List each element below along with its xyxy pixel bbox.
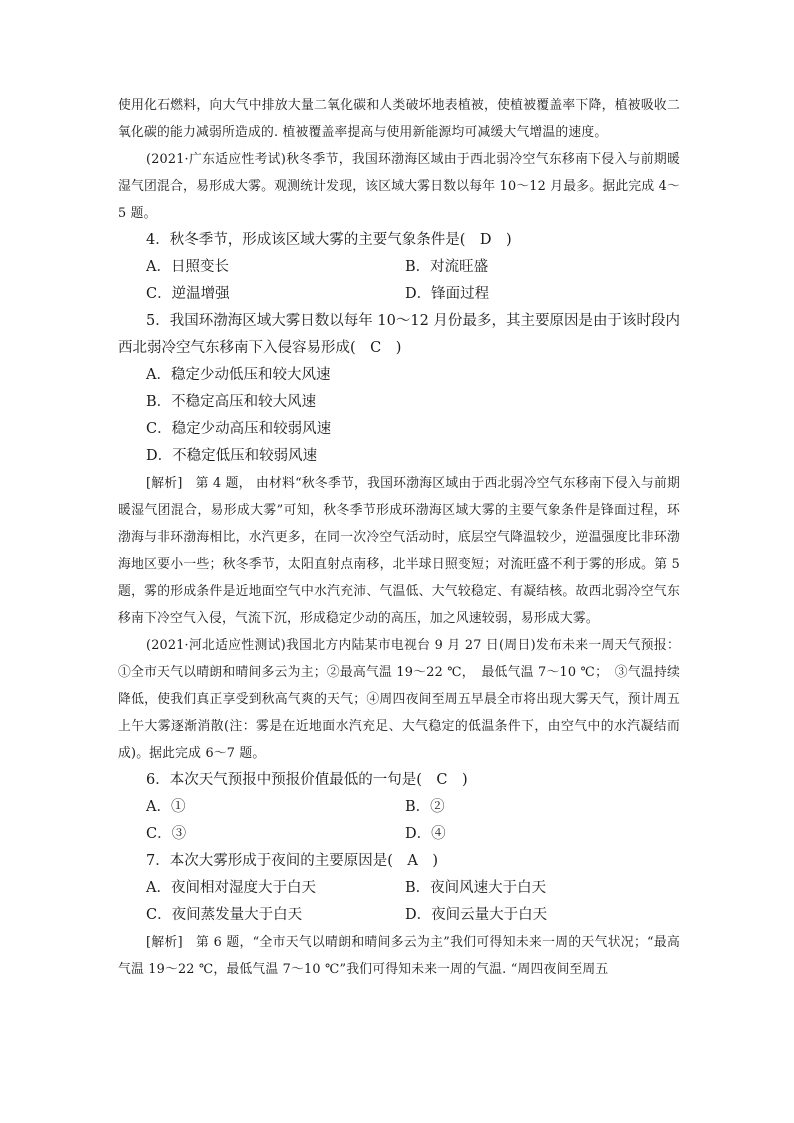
q6-option-d: D．④	[405, 826, 446, 842]
q4-option-b: B．对流旺盛	[405, 259, 489, 275]
q5-option-c: C．稳定少动高压和较弱风速	[146, 421, 332, 437]
analysis-1: [解析] 第 4 题， 由材料“秋冬季节，我国环渤海区域由于西北弱冷空气东移南下侵入与前期暖湿气团混合，易形成大雾”可知，秋冬季节形成环渤海区域大雾的主要气象条件是锋面过程，环渤海与非环渤海相比，水汽更多，在同一次冷空气活动时，底层空气降温较少，逆温强度比非环渤海地区要小一些；秋冬季节，太阳直射点南移，北半球日照变短；对流旺盛不利于雾的形成。第 5 题，雾的形成条件是近地面空气中水汽充沛、气温低、大气较稳定、有凝结核。故西北弱冷空气东移南下冷空气入侵，气流下沉，形成稳定少动的高压，加之风速较弱，易形成大雾。	[118, 476, 680, 626]
material-source-1: (2021·广东适应性考试)	[146, 152, 287, 167]
q6-option-a: A．①	[146, 799, 186, 815]
q7-option-c: C．夜间蒸发量大于白天	[146, 907, 303, 923]
question-7-options	[118, 875, 680, 929]
q6-option-b: B．②	[405, 799, 445, 815]
intro-continuation: 使用化石燃料，向大气中排放大量二氧化碳和人类破坏地表植被，使植被覆盖率下降，植被吸收二氧化碳的能力减弱所造成的. 植被覆盖率提高与使用新能源均可减缓大气增温的速度。	[118, 98, 680, 140]
q5-option-d: D．不稳定低压和较弱风速	[146, 448, 318, 464]
material-body-2: 我国北方内陆某市电视台 9 月 27 日(周日)发布未来一周天气预报：①全市天气以晴朗和晴间多云为主；②最高气温 19～22 ℃， 最低气温 7～10 ℃； ③气温持续降低，使我们真正享受到秋高气爽的天气；④周四夜间至周五早晨全市将出现大雾天气，预计周五上午大雾逐渐消散(注：雾是在近地面水汽充足、大气稳定的低温条件下，由空气中的水汽凝结而成)。据此完成 6～7 题。	[118, 638, 680, 761]
material-source-2: (2021·河北适应性测试)	[146, 638, 286, 653]
material-paragraph-1	[118, 146, 680, 227]
analysis-2: [解析] 第 6 题，“全市天气以晴朗和晴间多云为主”我们可得知未来一周的天气状况；“最高气温 19～22 ℃，最低气温 7～10 ℃”我们可得知未来一周的气温. “周四夜间至周五	[118, 935, 680, 977]
question-4-options	[118, 254, 680, 308]
question-6-options	[118, 794, 680, 848]
q7-option-b: B．夜间风速大于白天	[405, 880, 547, 896]
material-body-1: 秋冬季节，我国环渤海区域由于西北弱冷空气东移南下侵入与前期暖湿气团混合，易形成大雾。观测统计发现，该区域大雾日数以每年 10～12 月最多。据此完成 4～5 题。	[118, 152, 681, 221]
q4-option-a: A．日照变长	[146, 259, 229, 275]
q7-option-d: D．夜间云量大于白天	[405, 907, 548, 923]
q4-option-c: C．逆温增强	[146, 286, 230, 302]
q6-option-c: C．③	[146, 826, 187, 842]
q5-option-b: B．不稳定高压和较大风速	[146, 394, 317, 410]
document-page	[118, 92, 680, 983]
q7-option-a: A．夜间相对湿度大于白天	[146, 880, 316, 896]
material-paragraph-2	[118, 632, 680, 767]
question-7-stem: 7．本次大雾形成于夜间的主要原因是( A )	[146, 853, 439, 869]
question-5-stem: 5．我国环渤海区域大雾日数以每年 10～12 月份最多，其主要原因是由于该时段内西北弱冷空气东移南下入侵容易形成( C )	[118, 313, 680, 356]
q5-option-a: A．稳定少动低压和较大风速	[146, 367, 331, 383]
q4-option-d: D．锋面过程	[405, 286, 490, 302]
question-6-stem: 6．本次天气预报中预报价值最低的一句是( C )	[146, 772, 468, 788]
question-4-stem: 4．秋冬季节，形成该区域大雾的主要气象条件是( D )	[146, 232, 512, 248]
